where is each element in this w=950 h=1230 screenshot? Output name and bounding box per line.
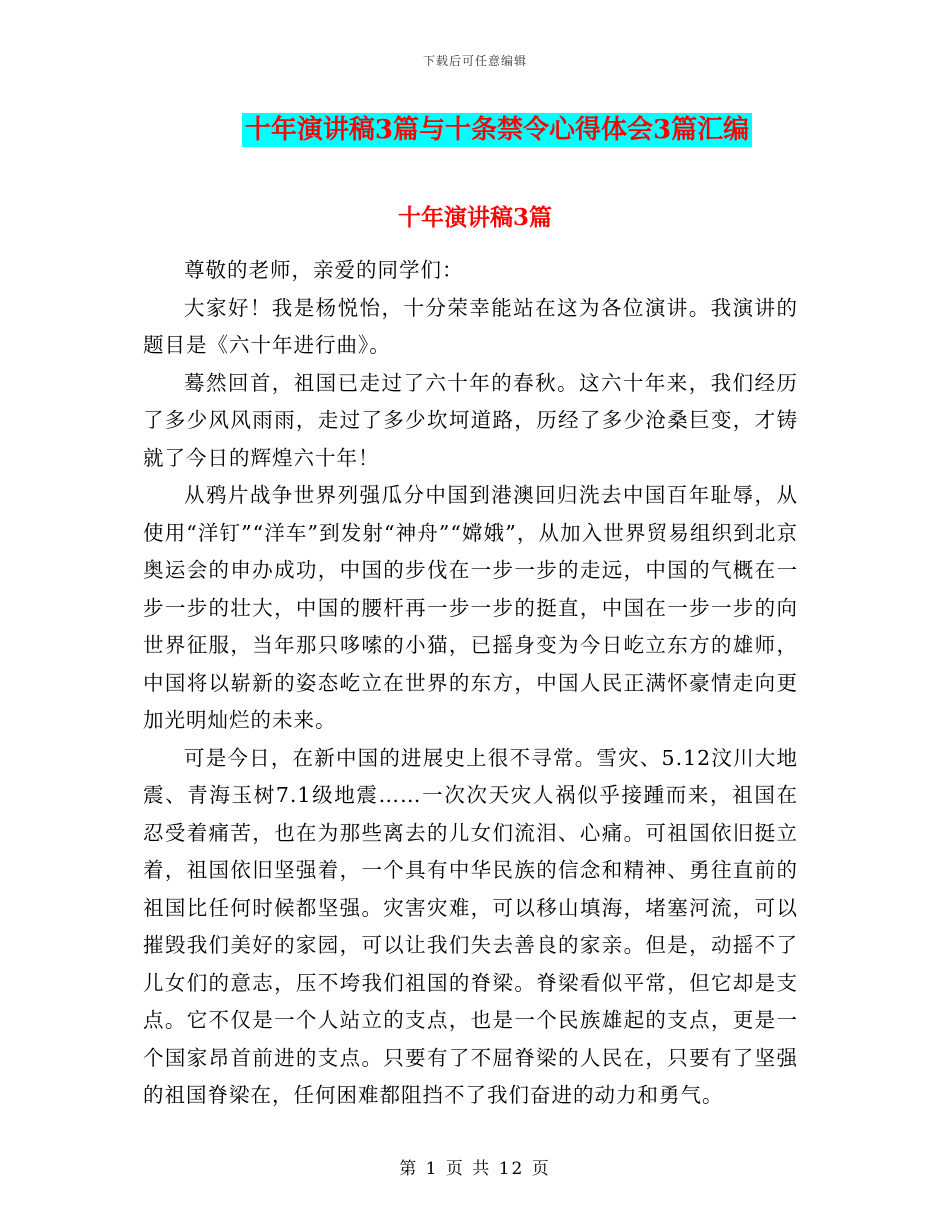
paragraph-greeting: 大家好！我是杨悦怡，十分荣幸能站在这为各位演讲。我演讲的题目是《六十年进行曲》。 (143, 295, 798, 357)
section-title: 十年演讲稿3篇 (397, 204, 552, 231)
document-body (143, 222, 798, 1115)
paragraph-reflection: 蓦然回首，祖国已走过了六十年的春秋。这六十年来，我们经历了多少风风雨雨，走过了多少坎坷道路，历经了多少沧桑巨变，才铸就了今日的辉煌六十年！ (143, 370, 798, 470)
main-title: 十年演讲稿3篇与十条禁令心得体会3篇汇编 (242, 113, 752, 147)
main-title-container (0, 113, 950, 147)
paragraph-history: 从鸦片战争世界列强瓜分中国到港澳回归洗去中国百年耻辱，从使用“洋钉”“洋车”到发射“神舟”“嫦娥”，从加入世界贸易组织到北京奥运会的申办成功，中国的步伐在一步一步的走远，中国的气概在一步一步的壮大，中国的腰杆再一步一步的挺直，中国在一步一步的向世界征服，当年那只哆嗦的小猫，已摇身变为今日屹立东方的雄师，中国将以崭新的姿态屹立在世界的东方，中国人民正满怀豪情走向更加光明灿烂的未来。 (143, 483, 798, 732)
download-note: 下载后可任意编辑 (422, 54, 527, 68)
paragraph-salutation: 尊敬的老师，亲爱的同学们： (184, 258, 464, 282)
page-number: 第 1 页 共 12 页 (399, 1159, 551, 1179)
paragraph-hardship: 可是今日，在新中国的进展史上很不寻常。雪灾、5.12汶川大地震、青海玉树7.1级地震……一次次天灾人祸似乎接踵而来，祖国在忍受着痛苦，也在为那些离去的儿女们流泪、心痛。可祖国依旧挺立着，祖国依旧坚强着，一个具有中华民族的信念和精神、勇往直前的祖国比任何时候都坚强。灾害灾难，可以移山填海，堵塞河流，可以摧毁我们美好的家园，可以让我们失去善良的家亲。但是，动摇不了儿女们的意志，压不垮我们祖国的脊梁。脊梁看似平常，但它却是支点。它不仅是一个人站立的支点，也是一个民族雄起的支点，更是一个国家昂首前进的支点。只要有了不屈脊梁的人民在，只要有了坚强的祖国脊梁在，任何困难都阻挡不了我们奋进的动力和勇气。 (143, 745, 798, 1107)
